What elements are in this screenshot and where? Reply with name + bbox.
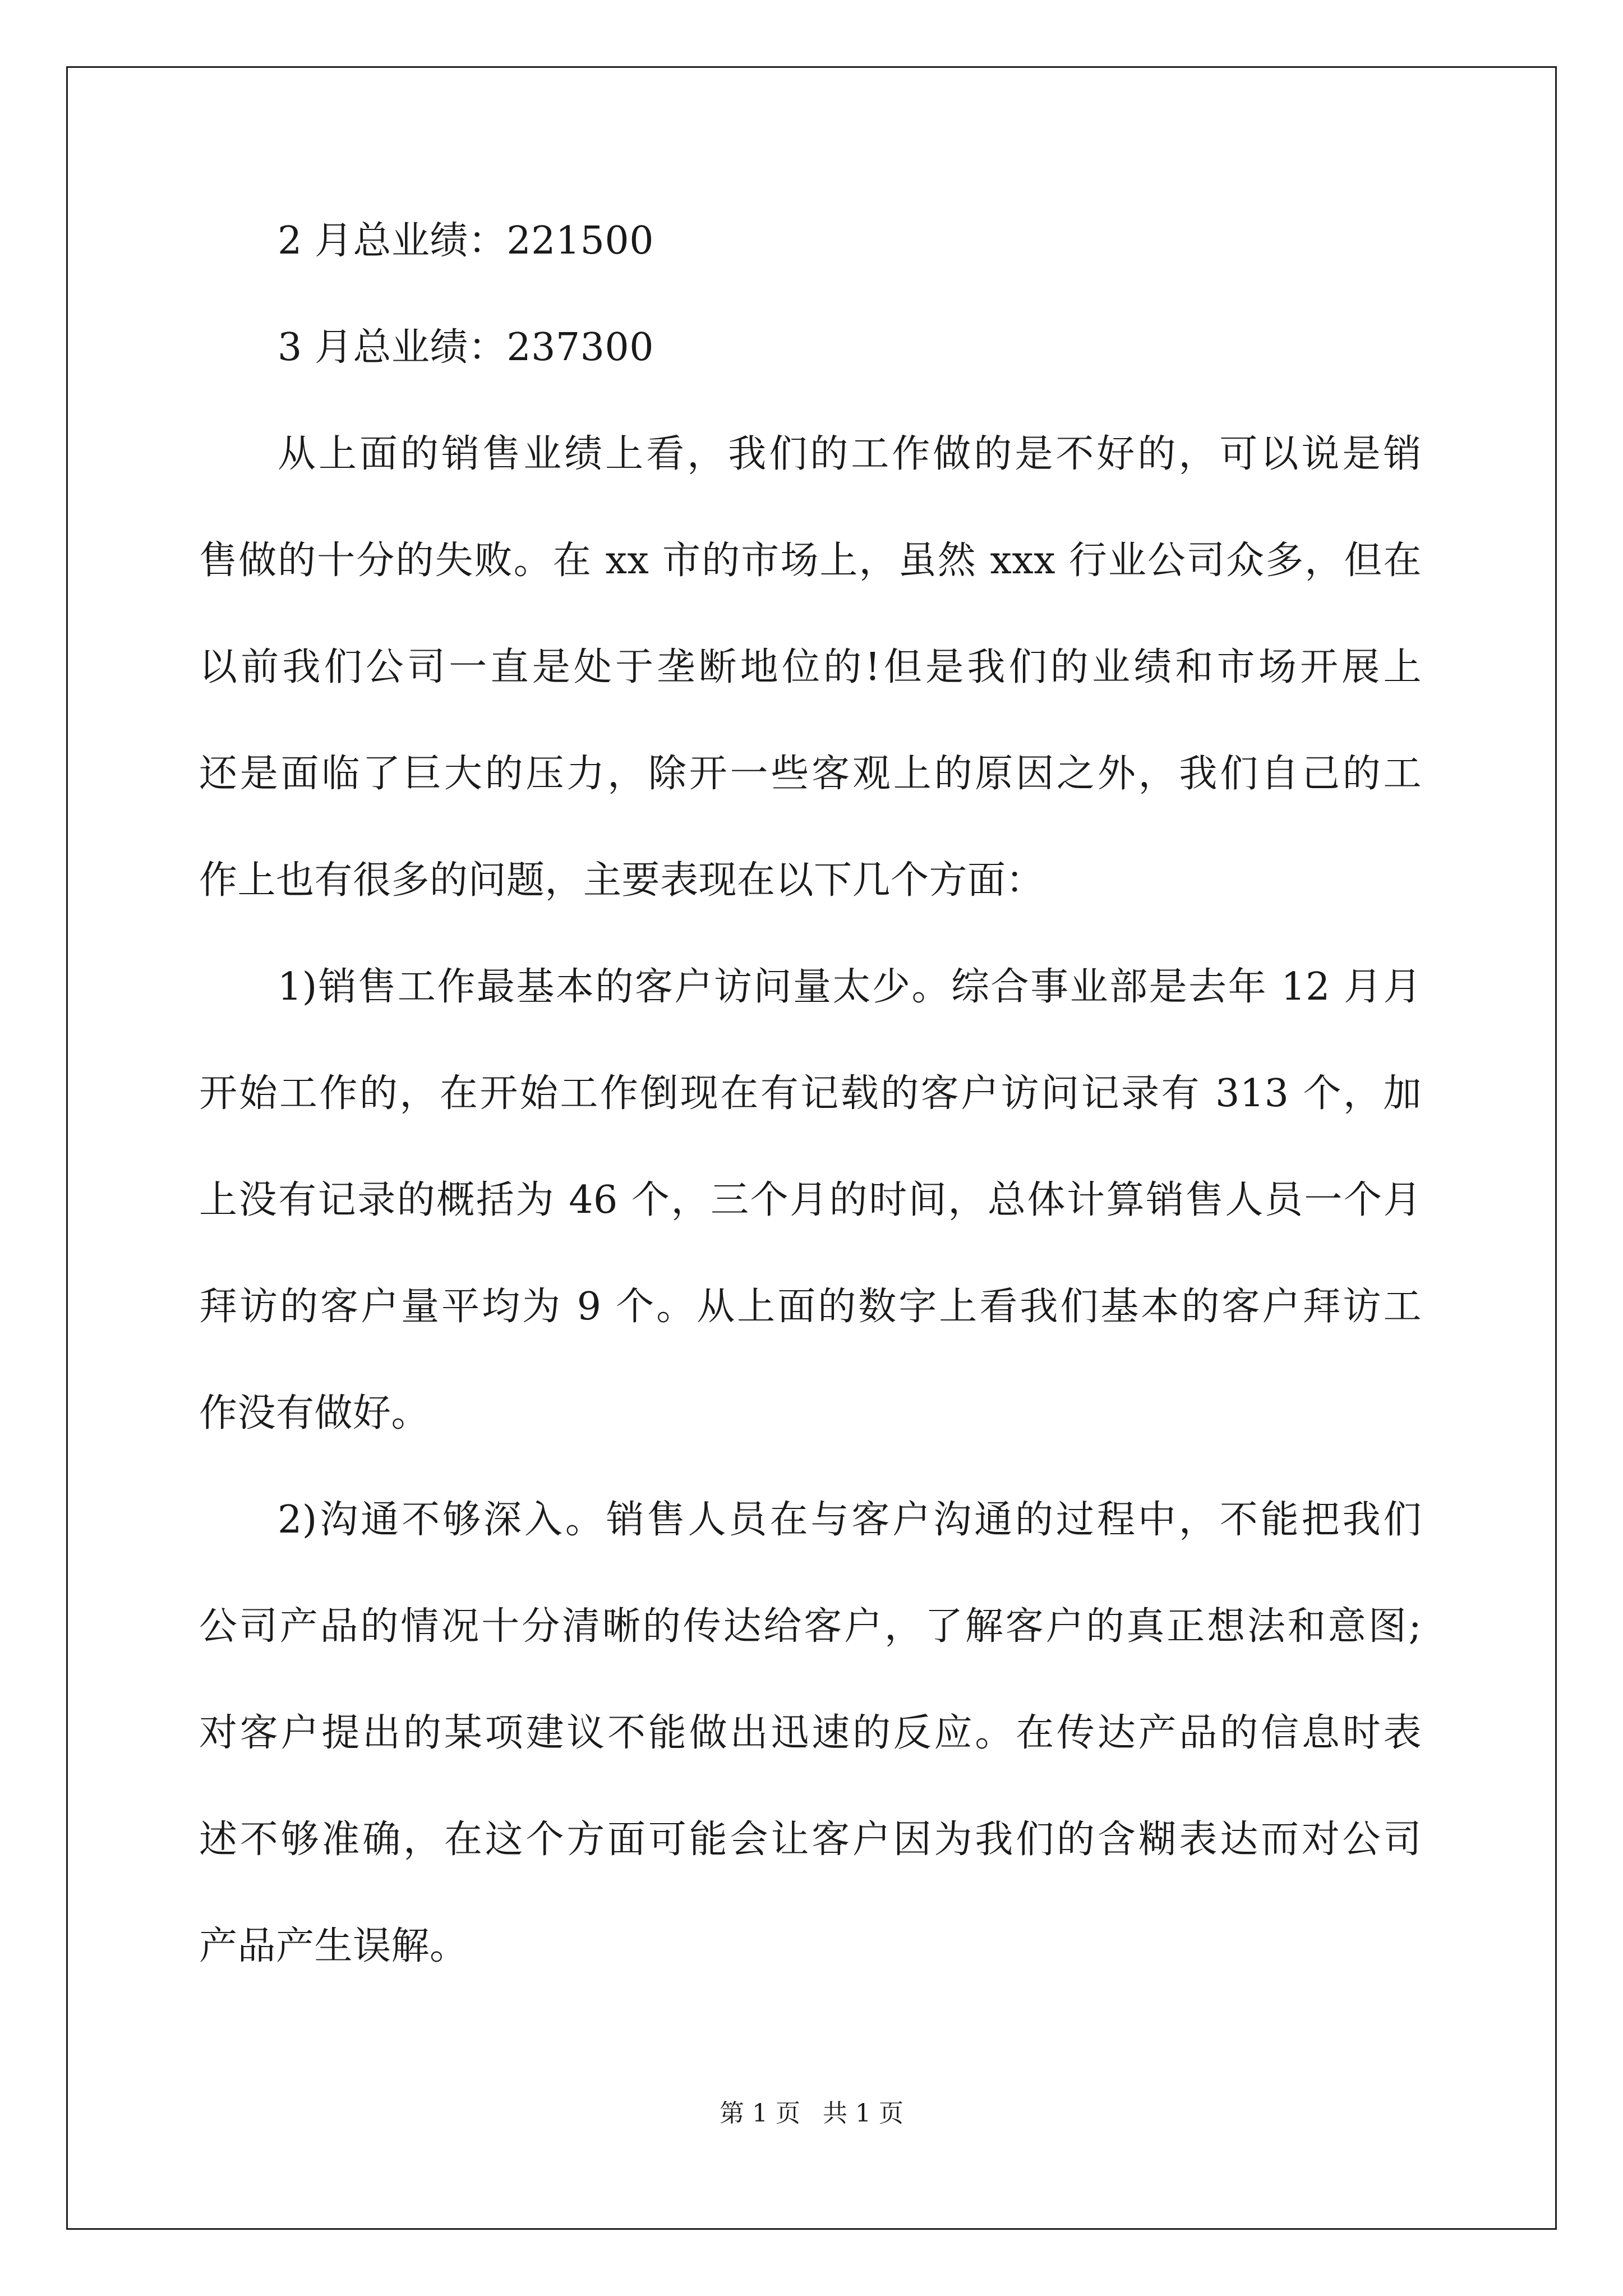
paragraph-line: 2)沟通不够深入。销售人员在与客户沟通的过程中，不能把我们 xyxy=(278,1498,1422,1542)
paragraph-line: 以前我们公司一直是处于垄断地位的!但是我们的业绩和市场开展上 xyxy=(199,645,1422,689)
paragraph-line: 1)销售工作最基本的客户访问量太少。综合事业部是去年 12 月月 xyxy=(278,965,1422,1009)
paragraph-line: 产品产生误解。 xyxy=(199,1924,468,1968)
paragraph-line: 从上面的销售业绩上看，我们的工作做的是不好的，可以说是销 xyxy=(278,432,1422,476)
paragraph-line: 售做的十分的失败。在 xx 市的市场上，虽然 xxx 行业公司众多，但在 xyxy=(199,539,1422,583)
mar-total-line: 3 月总业绩：237300 xyxy=(278,325,654,370)
page-border xyxy=(66,66,1557,2230)
paragraph-line: 拜访的客户量平均为 9 个。从上面的数字上看我们基本的客户拜访工 xyxy=(199,1285,1422,1329)
paragraph-line: 作上也有很多的问题，主要表现在以下几个方面： xyxy=(199,858,1045,903)
paragraph-line: 作没有做好。 xyxy=(199,1391,430,1435)
paragraph-line: 述不够准确，在这个方面可能会让客户因为我们的含糊表达而对公司 xyxy=(199,1818,1422,1862)
paragraph-line: 还是面临了巨大的压力，除开一些客观上的原因之外，我们自己的工 xyxy=(199,752,1422,796)
paragraph-line: 开始工作的，在开始工作倒现在有记载的客户访问记录有 313 个，加 xyxy=(199,1071,1422,1116)
paragraph-line: 对客户提出的某项建议不能做出迅速的反应。在传达产品的信息时表 xyxy=(199,1711,1422,1755)
page-total: 共 1 页 xyxy=(823,2099,903,2128)
paragraph-line: 公司产品的情况十分清晰的传达给客户，了解客户的真正想法和意图; xyxy=(199,1604,1422,1649)
page-number: 第 1 页 xyxy=(720,2099,800,2128)
feb-total-line: 2 月总业绩：221500 xyxy=(278,219,654,263)
page-footer xyxy=(0,2097,1623,2131)
paragraph-line: 上没有记录的概括为 46 个，三个月的时间，总体计算销售人员一个月 xyxy=(199,1178,1422,1222)
